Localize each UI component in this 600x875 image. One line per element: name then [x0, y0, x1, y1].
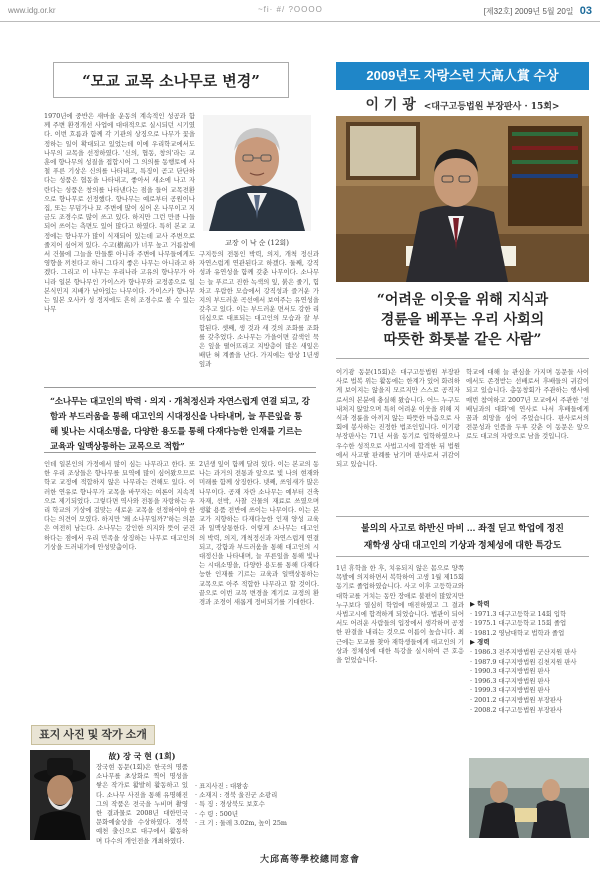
subheadline-rule-bottom — [336, 556, 589, 557]
recipient-photo-image — [336, 116, 589, 282]
career-item: · 2001.2 대구지방법원 부장판사 — [470, 695, 563, 704]
issue-info — [484, 5, 592, 17]
cover-info-age: · 수 령 : 500년 — [195, 809, 239, 818]
portrait-caption: 교장 이 낙 순 (12회) — [225, 239, 289, 247]
award-recipient — [336, 94, 589, 114]
cover-info-size: · 크 기 : 둘레 3.02m, 높이 25m — [195, 818, 287, 827]
pull-quote — [44, 390, 316, 450]
award-ceremony-image — [469, 758, 589, 838]
award-subheadline-line2: 재학생 상대 대고인의 기상과 정체성에 대한 특강도 — [363, 540, 562, 550]
award-headline-line3: 따뜻한 화톳불 같은 사람” — [383, 332, 542, 348]
award-headline — [336, 290, 589, 350]
award-text-col-c: 1년 휴학을 한 후, 치유되지 않은 몸으로 양쪽 목발에 의지하면서 복학하여 고생 1월 제15회 동기로 졸업하였습니다. 사고 이후 고등학교와 대학교를 거치는 동안 장애로 불편이 많았지만 누구보다 열심히 학업에 매진하였고 그 결과 사법고시에 합격하게 되었습니다. 법관이 되어서도 어려운 사람들의 입장에서 생각하며 공정한 판결을 내리는 것으로 이름이 높습니다. 최근에는 모교를 찾아 재학생들에게 대고인의 기상과 정체성에 대한 특강을 실시하여 큰 호응을 얻었습니다. — [336, 564, 464, 665]
career-item: · 1996.3 대구지방법원 판사 — [470, 676, 550, 685]
pull-quote-text: “소나무는 대고인의 박력 · 의지 · 개척정신과 자연스럽게 연결 되고, 강함과 부드러움을 통해 대고인의 시대정신을 나타내며, 늘 푸른잎을 통해 빛나는 시대소명을, 다양한 용도를 통해 다재다능한 인재를 기르는 교육과 일맥상통하는 교목으로 적합” — [50, 397, 310, 452]
award-ceremony-photo — [469, 758, 589, 838]
career-item: · 1999.3 대구지방법원 판사 — [470, 686, 550, 695]
award-headline-line2: 경륜을 베푸는 우리 사회의 — [380, 312, 545, 328]
award-subheadline — [336, 520, 589, 554]
page-number: 03 — [579, 5, 592, 17]
cover-info-location: · 소재지 : 경북 울진군 소광리 — [195, 791, 278, 800]
left-article-col2-bottom: 2년생 잎이 함께 달려 있다. 이는 본교의 동나는 과거의 전통과 앞으로 빛 나의 현재와 미래를 함께 상징한다. 넷째, 쓰임새가 많은 나무이다. 공재 자란 소나무는 예부터 건축 자재, 선박, 사찰 건물의 재료로 쓰였으며 생활 용품 전반에 쓰이는 나무이다. 이는 본교가 지향하는 다재다능한 인재 양성 교육과 일맥상통한다. 이렇게 소나무는 대고인의 박력, 의지, 개척정신과 자연스럽게 연결되고, 강함과 부드러움을 통해 대고인의 시대정신을 나타내며, 늘 푸른잎을 통해 빛나는 시대소명을, 다양한 용도를 통해 다재다능한 인재를 기르는 교육과 일맥상통하는 교목으로 아주 적합한 나무라고 할 것이다. 끝으로 이번 교목 변경을 계기로 교정의 환경과 조경이 새롭게 정비되기를 기대한다. — [199, 460, 319, 607]
recipient-affiliation: <대구고등법원 부장판사 · 15회> — [423, 102, 560, 112]
left-article-title: “모교 교목 소나무로 변경” — [82, 72, 260, 90]
artist-photo — [30, 750, 90, 840]
award-headline-line1: “어려운 이웃을 위해 지식과 — [376, 292, 549, 308]
career-item: · 1990.3 대구지방법원 판사 — [470, 667, 550, 676]
portrait-photo — [203, 115, 311, 231]
recipient-photo — [336, 116, 589, 282]
career-title: ▶ 경력 — [470, 638, 490, 647]
artist-name: 故) 장 국 현 (1회) — [108, 751, 176, 761]
headline-divider — [336, 358, 589, 359]
cover-info-feature: · 특 징 : 경상북도 보호수 — [195, 800, 265, 809]
issue-date: 2009년 5월 20일 — [514, 7, 574, 16]
award-banner: 2009년도 자랑스런 大高人賞 수상 — [336, 62, 589, 90]
education-item: · 1975.1 대구고등학교 15회 졸업 — [470, 619, 567, 628]
artist-photo-image — [30, 750, 90, 840]
issue-number: [제32호] — [483, 7, 513, 16]
career-lists — [470, 600, 595, 715]
subheadline-rule-top — [336, 516, 589, 517]
left-article-col2-top: 구지등의 전통인 박력, 의지, 개척 정신과 자연스럽게 연관된다고 하겠다. 둘째, 강직성과 유연성을 함께 갖춘 나무이다. 소나무는 늘 푸르고 진한 녹색의 잎, 붉은 줄기, 힘차고 우람한 모습에서 강직성과 즐거운 가지의 부드러운 곡선에서 보여주는 유연성을 갖추고 있다. 이는 부드러운 면서도 강한 리더십으로 대표되는 대고인의 모습과 잘 부합된다. 셋째, 생 것과 새 것의 조화를 조화를 갖추었다. 소나무는 가을이면 갈색인 묵은 잎을 떨어뜨리고 지방층이 많은 새잎은 배단 혀 계졸을 난다. 가지에는 항상 1년생 잎과 — [199, 250, 319, 369]
left-article-col1-top: 1970년에 중반은 새마을 운동의 계속적인 성공과 함께 주변 환경개선 사업에 대대적으로 실시되던 시기였다. 이번 흐름과 함께 각 기관의 상징으로 나무가 꽃을 정하는 일이 확대되고 있었는데 이에 우리학교에서도 나무의 교목을 선정하였다. '신의, 협동, 창의'라는 교훈에 향나무의 성질을 접합시어 그 의의를 동행토에 사철 푸른 기상은 신의를 나타내고, 특징이 곧고 단단하다는 성품은 협동을 나타내고, 좋아서 새소에 나고 자란다는 성품은 창의를 나타낸다는 점을 들어 교목전환으로 향나무로 선정했다. 향나무는 예로부터 공원이나 집, 또는 무덤가나 묘 주변에 많이 심어 온 나무이고 지금도 조경수로 많이 쓰고 있다. 하지만 그런 만큼 나들되어 쓰이는 측면도 있어 많다고 하였다. 특히 본교 교정에는 향나무가 많이 식재되어 있는데 교사 주변으로 줄지어 심어져 있다. 수고(樹高)가 너무 높고 거름참에서 건물에 그늘을 만들뿐 아니라 주변에 나무들에게도 영향을 끼친다고 하니 그다지 좋은 나무는 아니라고 하겠다. 그리고 이 나무는 우리나라 고유의 향나무가 아니라 일본 향나무인 가이스카 향나무와 교정종으로 일본식민지 지배가 남아있는 나무이다. 가이스카 향나무는 일본 오사카 성 정지에도 흔히 조경수로 볼 수 있는 나무 — [44, 112, 195, 314]
education-item: · 1981.2 영남대학교 법학과 졸업 — [470, 628, 565, 637]
artist-intro-text: 장국현 동문(1회)은 한국의 명품 소나무를 초상화로 찍어 명성을 쌓은 작가로 활발히 활동하고 있다. 소나무 사진을 통해 유명해진 그의 작품은 전국을 누비며 촬영한 결과물로 2008년 대한민국 문화예술상을 수상하였다. 경북 예천 출신으로 대구에서 활동하며 다수의 개인전을 개최하였다. — [96, 763, 188, 845]
site-url: www.idg.or.kr — [8, 6, 56, 15]
header-decoration: ~fi· #/ ?OOOO — [258, 5, 323, 14]
career-item: · 2008.2 대구고등법원 부장판사 — [470, 705, 563, 714]
education-title: ▶ 학력 — [470, 600, 490, 608]
footer-text: 大邱高等學校總同窓會 — [259, 855, 360, 865]
career-item: · 1987.9 대구지방법원 김천지원 판사 — [470, 657, 577, 666]
quote-rule-bottom — [44, 452, 316, 453]
recipient-name: 이 기 광 — [365, 97, 416, 113]
principal-portrait — [203, 115, 311, 231]
artist-intro-heading: 표지 사진 및 작가 소개 — [31, 725, 155, 745]
award-text-col-a: 이기광 동문(15회)은 대구고등법원 부장판사로 법복 위는 활동에는 한계가 있어 화려하게 보이지는 않을지 모르지만 스스로 공직자로서의 본분에 충실해 왔습니다. 어느 누구도 내처지 않았으며 특히 어려운 이웃을 위해 지식과 경륜을 아끼지 않는 따뜻한 마음으로 사회에 봉사하는 진정한 법조인입니다. 이기광 부장판사는 71년 서울 동기로 입학하였으나 우수한 성적으로 사법고시에 합격한 뒤 법원에서 사고팔 판례를 남기며 판사로서 귀감이 되고 있습니다. — [336, 368, 460, 469]
left-article-col1-bottom: 인데 일본인의 가정에서 많이 심는 나무라고 한다. 또한 우리 조상들은 향나무를 묘역에 많이 심어왔으므로 학교 교정에 적합하지 않은 나무라는 견해도 있다. 이러한 연유로 향나무가 교목을 바꾸자는 여론이 지속적으로 제기되었다. 그렇다면 역사와 전통을 자랑하는 우리 학교의 기상에 걸맞는 새로운 교목을 선정하여야 한다는 의견이 모였다. 하지만 '왜 소나무일까?'하는 의문은 여전히 남는다. 소나무는 강인한 의지와 뜻이 굳건하다는 점에서 우리 민족을 상징하는 나무로 대고인의 기상을 드러내기에 안성맞춤이다. — [44, 460, 195, 551]
cover-photo-info — [195, 782, 320, 828]
education-item: · 1971.3 대구고등학교 14회 입학 — [470, 609, 567, 618]
award-subheadline-line1: 불의의 사고로 하반신 마비 … 좌절 딛고 학업에 정진 — [361, 523, 564, 533]
career-item: · 1986.3 전주지방법원 군산지원 판사 — [470, 647, 577, 656]
quote-rule-top — [44, 387, 316, 388]
cover-info-title: · 표지사진 : 대왕송 — [195, 782, 249, 790]
award-text-col-b: 학교에 대해 늘 관심을 가지며 동문들 사이에서도 존경받는 선배로서 후배들의 귀감이 되고 있습니다. 총동창회가 주관하는 행사에 매번 참여하고 2007년 모교에서 주관한 '선배님과의 대화'에 연사로 나서 후배들에게 꿈과 희망을 심어 주었습니다. 판사로서의 전문성과 인품을 두루 갖춘 이 동문은 앞으로도 대고의 자랑으로 남을 것입니다. — [466, 368, 589, 441]
